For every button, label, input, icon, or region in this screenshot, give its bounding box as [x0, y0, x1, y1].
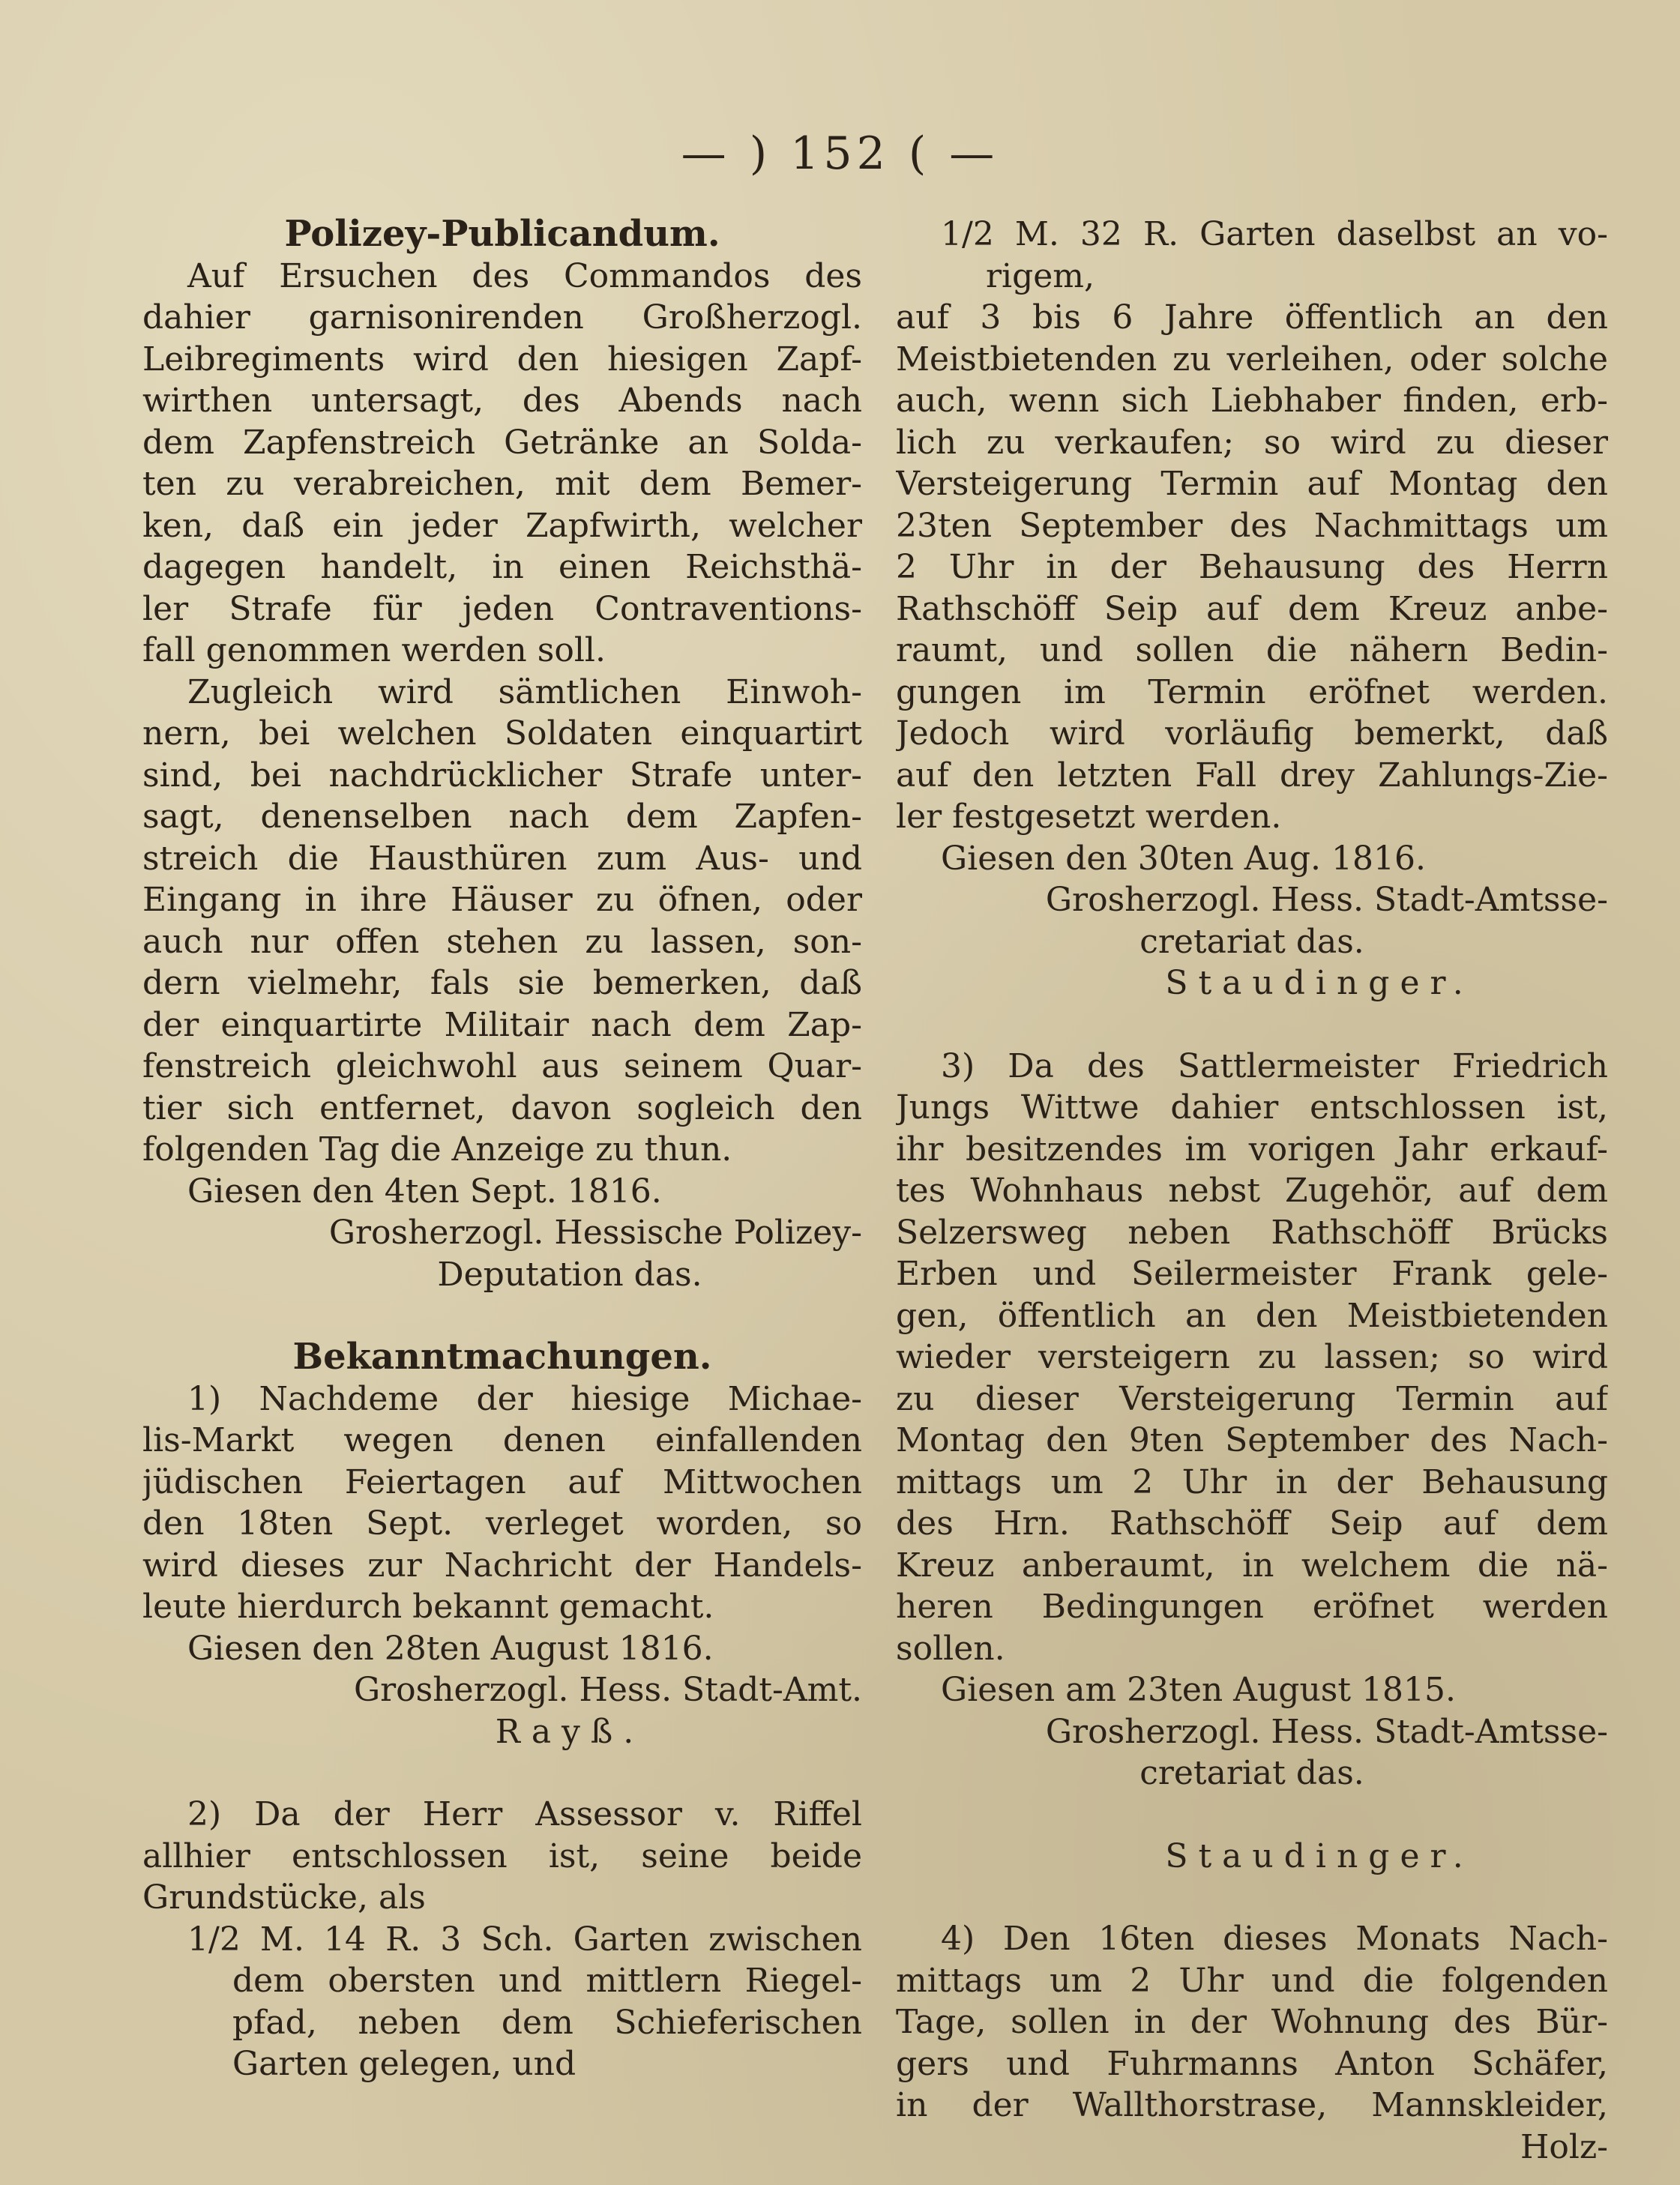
text-line: dahier garnisonirenden Großherzogl. [142, 298, 862, 337]
text-line: heren Bedingungen eröfnet werden [896, 1588, 1608, 1626]
text-line: ler Strafe für jeden Contraventions- [142, 589, 862, 628]
text-line: Erben und Seilermeister Frank gele- [896, 1255, 1608, 1293]
b2-signature-line2: cretariat das. [1139, 922, 1364, 961]
b3-signature-line2: cretariat das. [1139, 1754, 1364, 1792]
text-line: lich zu verkaufen; so wird zu dieser [896, 423, 1608, 462]
text-line: Jedoch wird vorläufig bemerkt, daß [896, 714, 1608, 753]
text-line: auf 3 bis 6 Jahre öffentlich an den [896, 298, 1608, 337]
b1-signer-name: Rayß. [495, 1712, 645, 1751]
text-line: in der Wallthorstrase, Mannskleider, [896, 2086, 1608, 2124]
text-line: ken, daß ein jeder Zapfwirth, welcher [142, 506, 862, 545]
text-line: dern vielmehr, fals sie bemerken, daß [142, 964, 862, 1002]
text-line: mittags um 2 Uhr und die folgenden [896, 1961, 1608, 2000]
polizey-signature-line1: Grosherzogl. Hessische Polizey- [328, 1214, 862, 1252]
text-line: Meistbietenden zu verleihen, oder solche [896, 340, 1608, 379]
text-line: ten zu verabreichen, mit dem Bemer- [142, 465, 862, 503]
text-line: pfad, neben dem Schieferischen [232, 2003, 862, 2042]
text-line: den 18ten Sept. verleget worden, so [142, 1504, 862, 1543]
text-line: Eingang in ihre Häuser zu öfnen, oder [142, 881, 862, 919]
page-number-header: — ) 152 ( — [681, 127, 999, 180]
b2-signature-line1: Grosherzogl. Hess. Stadt-Amtsse- [1045, 881, 1608, 919]
text-line: wirthen untersagt, des Abends nach [142, 382, 862, 420]
text-line: raumt, und sollen die nähern Bedin- [896, 631, 1608, 669]
b3-signer-name: Staudinger. [1165, 1836, 1474, 1875]
text-line: gungen im Termin eröfnet werden. [896, 672, 1608, 711]
text-line: Rathschöff Seip auf dem Kreuz anbe- [896, 589, 1608, 628]
text-line: 23ten September des Nachmittags um [896, 506, 1608, 545]
right-column [896, 214, 1608, 2168]
text-line: jüdischen Feiertagen auf Mittwochen [142, 1462, 862, 1501]
text-line: 1/2 M. 14 R. 3 Sch. Garten zwischen [187, 1920, 862, 1959]
b1-signature: Grosherzogl. Hess. Stadt-Amt. [353, 1671, 862, 1709]
text-line: sind, bei nachdrücklicher Strafe unter- [142, 756, 862, 795]
text-line: ihr besitzendes im vorigen Jahr erkauf- [896, 1130, 1608, 1169]
text-line: dem obersten und mittlern Riegel- [232, 1962, 862, 2000]
b2-date: Giesen den 30ten Aug. 1816. [941, 839, 1426, 878]
text-line: des Hrn. Rathschöff Seip auf dem [896, 1504, 1608, 1543]
text-line: Garten gelegen, und [232, 2045, 576, 2083]
bekanntmachungen-title: Bekanntmachungen. [292, 1336, 712, 1378]
text-line: Grundstücke, als [142, 1878, 426, 1917]
text-line: 1) Nachdeme der hiesige Michae- [187, 1379, 862, 1418]
text-line: dem Zapfenstreich Getränke an Solda- [142, 423, 862, 462]
text-line: Kreuz anberaumt, in welchem die nä- [896, 1546, 1608, 1585]
b3-signature-line1: Grosherzogl. Hess. Stadt-Amtsse- [1045, 1712, 1608, 1751]
text-line: mittags um 2 Uhr in der Behausung [896, 1462, 1608, 1501]
polizey-title: Polizey-Publicandum. [284, 214, 720, 255]
text-line: sollen. [896, 1629, 1005, 1668]
text-line: 2) Da der Herr Assessor v. Riffel [187, 1795, 862, 1833]
text-line: streich die Hausthüren zum Aus- und [142, 839, 862, 878]
text-line: tier sich entfernet, davon sogleich den [142, 1088, 862, 1127]
polizey-date: Giesen den 4ten Sept. 1816. [187, 1172, 662, 1211]
text-line: zu dieser Versteigerung Termin auf [896, 1379, 1608, 1418]
text-line: leute hierdurch bekannt gemacht. [142, 1588, 714, 1626]
text-line: Leibregiments wird den hiesigen Zapf- [142, 340, 862, 379]
polizey-signature-line2: Deputation das. [437, 1255, 702, 1294]
text-line: rigem, [986, 256, 1095, 295]
text-line: 3) Da des Sattlermeister Friedrich [941, 1046, 1608, 1085]
text-line: der einquartirte Militair nach dem Zap- [142, 1005, 862, 1044]
text-line: tes Wohnhaus nebst Zugehör, auf dem [896, 1172, 1608, 1210]
text-line: Tage, sollen in der Wohnung des Bür- [896, 2003, 1608, 2041]
text-line: ler festgesetzt werden. [896, 798, 1282, 836]
text-line: Montag den 9ten September des Nach- [896, 1421, 1608, 1459]
text-line: lis-Markt wegen denen einfallenden [142, 1421, 862, 1459]
text-line: allhier entschlossen ist, seine beide [142, 1836, 862, 1875]
text-line: auch, wenn sich Liebhaber finden, erb- [896, 382, 1608, 420]
text-line: Zugleich wird sämtlichen Einwoh- [187, 672, 862, 711]
b2-signer-name: Staudinger. [1165, 964, 1474, 1002]
catchword: Holz- [1520, 2127, 1608, 2166]
text-line: sagt, denenselben nach dem Zapfen- [142, 798, 862, 836]
text-line: fenstreich gleichwohl aus seinem Quar- [142, 1047, 862, 1085]
text-line: Jungs Wittwe dahier entschlossen ist, [896, 1088, 1608, 1127]
text-line: 1/2 M. 32 R. Garten daselbst an vo- [941, 215, 1608, 253]
b1-date: Giesen den 28ten August 1816. [187, 1629, 714, 1668]
text-line: Versteigerung Termin auf Montag den [896, 465, 1608, 503]
text-line: auch nur offen stehen zu lassen, son- [142, 922, 862, 961]
text-line: Auf Ersuchen des Commandos des [187, 256, 862, 295]
left-column [142, 214, 862, 2085]
text-line: dagegen handelt, in einen Reichsthä- [142, 548, 862, 586]
text-line: 4) Den 16ten dieses Monats Nach- [941, 1920, 1608, 1958]
text-line: Selzersweg neben Rathschöff Brücks [896, 1213, 1608, 1252]
text-line: nern, bei welchen Soldaten einquartirt [142, 714, 862, 753]
text-line: gers und Fuhrmanns Anton Schäfer, [896, 2044, 1608, 2083]
text-line: wieder versteigern zu lassen; so wird [896, 1338, 1608, 1376]
text-line: folgenden Tag die Anzeige zu thun. [142, 1130, 732, 1169]
text-line: gen, öffentlich an den Meistbietenden [896, 1296, 1608, 1335]
text-line: fall genommen werden soll. [142, 631, 606, 669]
b3-date: Giesen am 23ten August 1815. [941, 1671, 1457, 1709]
text-line: auf den letzten Fall drey Zahlungs-Zie- [896, 756, 1608, 795]
text-line: 2 Uhr in der Behausung des Herrn [896, 548, 1608, 586]
text-line: wird dieses zur Nachricht der Handels- [142, 1546, 862, 1585]
